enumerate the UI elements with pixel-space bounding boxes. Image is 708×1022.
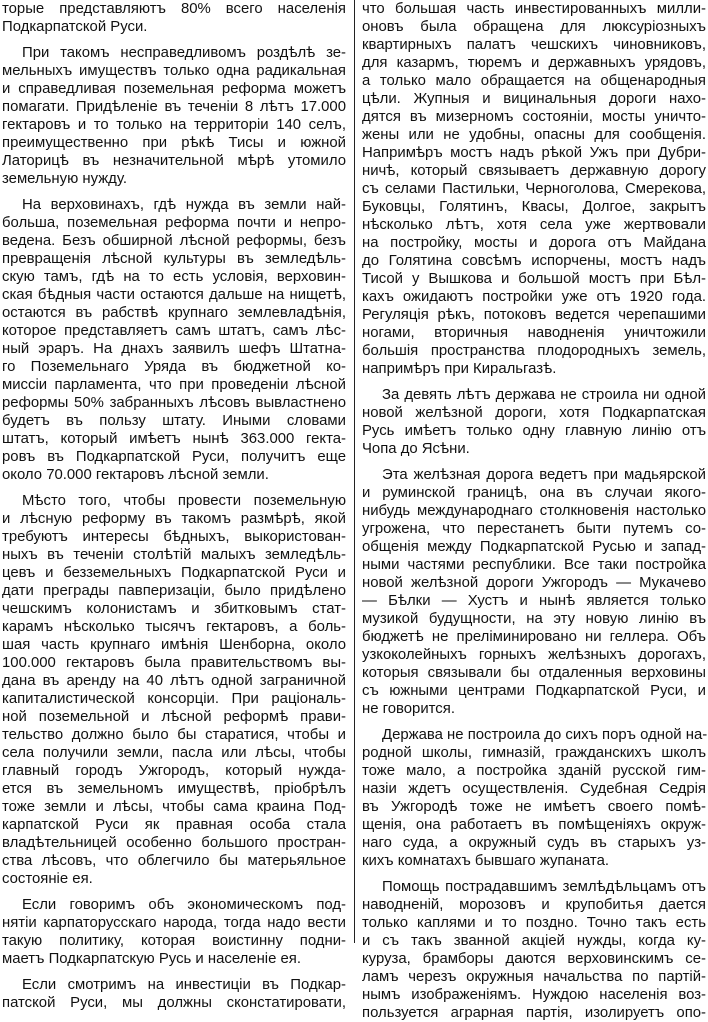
text-line: которое представляетъ самъ штатъ, самъ лѣс- bbox=[2, 323, 346, 339]
text-line: ной поземельной и лѣсной реформѣ прави- bbox=[2, 709, 346, 725]
right-column bbox=[362, 0, 708, 1021]
text-line: квартирныхъ палатъ чешскихъ чиновниковъ, bbox=[362, 37, 706, 53]
text-line: ными частями республики. Все таки постройка bbox=[362, 557, 706, 573]
text-line: карпатской Руси як правная особа стала bbox=[2, 817, 346, 833]
text-line: Если говоримъ объ экономическомъ под- bbox=[22, 897, 346, 913]
text-line: до Голятина совсѣмъ испорчены, мостъ надъ bbox=[362, 253, 706, 269]
text-line: владѣтельницей особенно большого простран- bbox=[2, 835, 346, 851]
text-line: Латорицѣ въ незначительной мѣрѣ утомило bbox=[2, 153, 346, 169]
text-line: гектаровъ и то только на территоріи 140 селъ, bbox=[2, 117, 346, 133]
text-line: угрожена, что перестанетъ быти путемъ со- bbox=[362, 521, 706, 537]
paragraph-spacer bbox=[2, 888, 346, 896]
text-line: миссіи парламента, что при проведеніи лѣсной bbox=[2, 377, 346, 393]
text-line: го Поземельнаго Уряда въ бюджетной ко- bbox=[2, 359, 346, 375]
text-line: новой желѣзной дороги Ужгородъ — Мукачево bbox=[362, 575, 706, 591]
text-line: — Бѣлки — Хустъ и нынѣ является только bbox=[362, 593, 706, 609]
text-line: музикой будущности, на эту новую линію въ bbox=[362, 611, 706, 627]
text-line: реформы 50% забранныхъ лѣсовъ вывластнено bbox=[2, 395, 346, 411]
text-line: съ южными центрами Подкарпатской Руси, и bbox=[362, 683, 706, 699]
text-line: Если смотримъ на инвестиціи въ Подкар- bbox=[22, 977, 346, 993]
text-line: скую тамъ, гдѣ на то есть условія, верховин- bbox=[2, 269, 346, 285]
paragraph bbox=[362, 386, 706, 458]
text-line: мельныхъ имуществъ только одна радикальная bbox=[2, 63, 346, 79]
text-line: Чопа до Ясѣни. bbox=[362, 441, 470, 457]
paragraph-spacer bbox=[2, 968, 346, 976]
text-line: жены или не удобны, опасны для сообщенія. bbox=[362, 127, 706, 143]
text-line: не говорится. bbox=[362, 701, 455, 717]
text-line: За девять лѣтъ держава не строила ни одной bbox=[382, 387, 706, 403]
paragraph bbox=[362, 726, 706, 870]
paragraph-spacer bbox=[2, 188, 346, 196]
text-line: большія пространства плодородныхъ земель, bbox=[362, 343, 706, 359]
text-line: Держава не построила до сихъ поръ одной на- bbox=[382, 727, 708, 743]
text-line: ламъ черезъ окружныя начальства по партій- bbox=[362, 969, 706, 985]
text-line: щенія, она работаетъ въ помѣщеніяхъ окруж- bbox=[362, 817, 706, 833]
text-line: общенія между Подкарпатской Русью и запад- bbox=[362, 539, 706, 555]
paragraph bbox=[2, 976, 346, 1012]
text-line: цевъ и безземельныхъ Подкарпатской Руси и bbox=[2, 565, 346, 581]
paragraph-spacer bbox=[362, 870, 706, 878]
text-line: бюджетѣ не преліминировано ни геллера. Объ bbox=[362, 629, 706, 645]
text-line: шая часть крупнаго имѣнія Шенборна, около bbox=[2, 637, 346, 653]
paragraph-spacer bbox=[362, 458, 706, 466]
text-line: Русь имѣетъ только одну главную линію отъ bbox=[362, 423, 706, 439]
text-line: остаются въ рабствѣ крупнаго землевладѣнія, bbox=[2, 305, 346, 321]
text-line: штатъ, который имѣетъ нынѣ 363.000 гекта- bbox=[2, 431, 346, 447]
text-line: кахъ ожидаютъ постройки уже отъ 1920 года. bbox=[362, 289, 706, 305]
text-line: Эта желѣзная дорога ведетъ при мадьярской bbox=[382, 467, 706, 483]
text-line: дана въ аренду на 40 лѣтъ одной заграничной bbox=[2, 673, 346, 689]
paragraph bbox=[2, 896, 346, 968]
text-line: и руминской границѣ, она въ случаи якого- bbox=[362, 485, 706, 501]
text-line: Мѣсто того, чтобы провести поземельную bbox=[22, 493, 346, 509]
text-line: будетъ въ пользу штату. Иными словами bbox=[2, 413, 346, 429]
text-line: чешскимъ колонистамъ и збитковымъ стат- bbox=[2, 601, 346, 617]
text-line: пользуется аграрная партія, изолируетъ опо- bbox=[362, 1005, 706, 1021]
text-line: села получили земли, пасла или лѣсы, чтобы bbox=[2, 745, 346, 761]
column-divider bbox=[354, 0, 355, 943]
paragraph-spacer bbox=[2, 36, 346, 44]
text-line: что большая часть инвестированныхъ милли- bbox=[362, 1, 706, 17]
text-line: состояніе ея. bbox=[2, 871, 93, 887]
paragraph bbox=[362, 878, 706, 1022]
text-line: около 70.000 гектаровъ лѣсной земли. bbox=[2, 467, 269, 483]
left-column bbox=[2, 0, 346, 1011]
paragraph-spacer bbox=[2, 484, 346, 492]
text-line: наводненій, морозовъ и крупобитья дается bbox=[362, 897, 706, 913]
text-line: узкоколейныхъ горныхъ желѣзныхъ дорогахъ, bbox=[362, 647, 706, 663]
paragraph bbox=[2, 44, 346, 188]
text-line: 100.000 гектаровъ была правительствомъ вы- bbox=[2, 655, 346, 671]
text-line: нибудь международнаго столкновенія настолько bbox=[362, 503, 706, 519]
text-line: превращенія лѣсной культуры въ земледѣль- bbox=[2, 251, 346, 267]
text-line: земельную нужду. bbox=[2, 171, 127, 187]
text-line: Буковцы, Голятинъ, Квасы, Долгое, закрытъ bbox=[362, 199, 706, 215]
text-line: тельство должно было бы старатися, чтобы и bbox=[2, 727, 346, 743]
text-line: главный городъ Ужгородъ, который нужда- bbox=[2, 763, 346, 779]
text-line: только каплями и то поздно. Точно такъ есть bbox=[362, 915, 706, 931]
text-line: напримѣръ при Киральгазѣ. bbox=[362, 361, 557, 377]
text-line: ный эраръ. На днахъ заявилъ шефъ Штатна- bbox=[2, 341, 346, 357]
text-line: Тисой у Вышкова и большой мостъ при Бѣл- bbox=[362, 271, 706, 287]
text-line: и справедливая поземельная реформа можетъ bbox=[2, 81, 346, 97]
text-line: При такомъ несправедливомъ роздѣлѣ зе- bbox=[22, 45, 346, 61]
text-line: и съ такъ званной акціей нужды, когда ку- bbox=[362, 933, 706, 949]
text-line: карамъ нѣсколько тысячъ гектаровъ, а боль- bbox=[2, 619, 346, 635]
text-line: на постройку, мосты и дорога отъ Майдана bbox=[362, 235, 706, 251]
text-line: дятся въ мизерномъ состояніи, мосты уничто- bbox=[362, 109, 706, 125]
paragraph bbox=[2, 492, 346, 888]
text-line: куруза, брамборы даются верховинскимъ се- bbox=[362, 951, 706, 967]
text-line: Подкарпатской Руси. bbox=[2, 19, 148, 35]
text-line: ногами, вторичныя наводненія уничтожили bbox=[362, 325, 706, 341]
paragraph bbox=[2, 0, 346, 36]
text-line: родной школы, гимназій, гражданскихъ школъ bbox=[362, 745, 706, 761]
text-line: и лѣсную реформу въ такомъ размѣрѣ, якой bbox=[2, 511, 346, 527]
text-line: преимущественно при рѣкѣ Тисы и южной bbox=[2, 135, 346, 151]
text-line: ется въ земельномъ имуществѣ, пріобрѣлъ bbox=[2, 781, 346, 797]
text-line: нятіи карпаторусскаго народа, тогда надо вести bbox=[2, 915, 346, 931]
text-line: ныхъ въ теченіи столѣтій малыхъ земледѣль- bbox=[2, 547, 346, 563]
text-line: цѣли. Жупныя и вицинальныя дороги нахо- bbox=[362, 91, 706, 107]
text-line: тоже мало, а постройка зданій русской гим- bbox=[362, 763, 706, 779]
text-line: ства лѣсовъ, что облегчило бы матерьяльное bbox=[2, 853, 346, 869]
text-line: назіи ждетъ осуществленія. Судебная Седрія bbox=[362, 781, 706, 797]
text-line: патской Руси, мы должны сконстатировати, bbox=[2, 995, 346, 1011]
text-line: съ селами Пастильки, Черноголова, Смерекова, bbox=[362, 181, 706, 197]
text-line: а только мало обращается на общенародныя bbox=[362, 73, 706, 89]
text-line: наго суда, а окружный судъ въ старыхъ уз- bbox=[362, 835, 706, 851]
text-line: кихъ комнатахъ бывшаго жупаната. bbox=[362, 853, 609, 869]
text-line: ведена. Безъ обширной лѣсной реформы, безъ bbox=[2, 233, 346, 249]
text-line: ничѣ, который связываетъ державную дорогу bbox=[362, 163, 706, 179]
text-line: которыя связывали бы отдаленныя верховины bbox=[362, 665, 706, 681]
text-line: дати преграды павперизаціи, было придѣлено bbox=[2, 583, 346, 599]
text-line: ская бѣдныя части остаются дальше на нищетѣ, bbox=[2, 287, 346, 303]
text-line: маетъ Подкарпатскую Русь и населеніе ея. bbox=[2, 951, 302, 967]
text-line: ровъ въ Подкарпатской Руси, получитъ еще bbox=[2, 449, 346, 465]
text-line: капиталистической консорціи. При раціональ- bbox=[2, 691, 346, 707]
text-line: Помощь пострадавшимъ землѣдѣльцамъ отъ bbox=[382, 879, 706, 895]
text-line: торые представляютъ 80% всего населенія bbox=[2, 1, 346, 17]
text-line: оновъ была обращена для люксуріозныхъ bbox=[362, 19, 706, 35]
text-line: помагати. Придѣленіе въ теченіи 8 лѣтъ 17.000 bbox=[2, 99, 346, 115]
text-line: Напримѣръ мостъ надъ рѣкой Ужъ при Дубри- bbox=[362, 145, 706, 161]
text-line: Регуляція рѣкъ, потоковъ ведется черепашими bbox=[362, 307, 706, 323]
text-line: для казармъ, тюремъ и державныхъ урядовъ, bbox=[362, 55, 706, 71]
text-line: нѣсколько лѣтъ, хотя села уже жертвовали bbox=[362, 217, 706, 233]
paragraph bbox=[2, 196, 346, 484]
paragraph bbox=[362, 0, 706, 378]
text-line: такую политику, которая воистинну подни- bbox=[2, 933, 346, 949]
paragraph bbox=[362, 466, 706, 718]
text-line: На верховинахъ, гдѣ нужда въ земли най- bbox=[22, 197, 346, 213]
text-line: тоже земли и лѣсы, чтобы сама краина Под- bbox=[2, 799, 346, 815]
text-line: въ Ужгородѣ тоже не имѣетъ своего помѣ- bbox=[362, 799, 706, 815]
text-line: требуютъ интересы бѣдныхъ, выкористован- bbox=[2, 529, 346, 545]
text-line: больша, поземельная реформа почти и непро- bbox=[2, 215, 346, 231]
text-line: нымъ изображеніямъ. Нуждою населенія воз- bbox=[362, 987, 706, 1003]
text-line: новой желѣзной дороги, хотя Подкарпатская bbox=[362, 405, 706, 421]
paragraph-spacer bbox=[362, 378, 706, 386]
paragraph-spacer bbox=[362, 718, 706, 726]
